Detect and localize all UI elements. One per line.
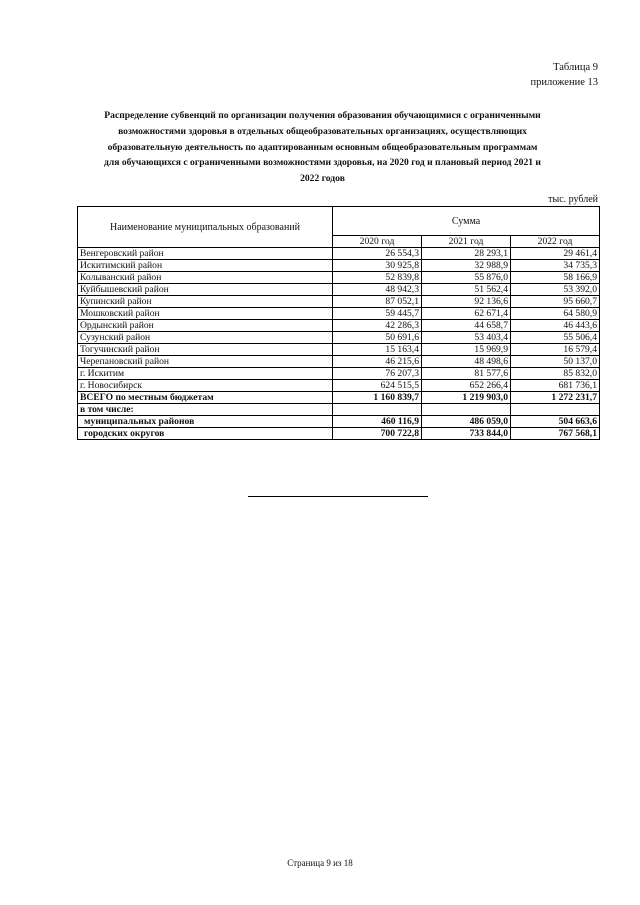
value-2021: 51 562,4 [422,284,511,296]
value-2021: 62 671,4 [422,308,511,320]
table-row [78,320,600,332]
value-2022: 46 443,6 [511,320,600,332]
title-line: образовательную деятельность по адаптированным основным общеобразовательным программам [107,141,538,153]
table-row [78,356,600,368]
value-2020: 48 942,3 [333,284,422,296]
row-name: г. Новосибирск [78,380,333,392]
page-footer: Страница 9 из 18 [287,858,353,868]
value-2020: 76 207,3 [333,368,422,380]
subtotal-row [78,428,600,440]
value-2022: 53 392,0 [511,284,600,296]
row-name: Черепановский район [78,356,333,368]
value-2022: 95 660,7 [511,296,600,308]
table-row [78,260,600,272]
including-row [78,404,600,416]
value-2021: 53 403,4 [422,332,511,344]
year-header: 2022 год [511,236,600,248]
row-name: Мошковский район [78,308,333,320]
document-title [80,108,565,187]
value-2021: 92 136,6 [422,296,511,308]
total-label: ВСЕГО по местным бюджетам [78,392,333,404]
year-header: 2021 год [422,236,511,248]
table-row [78,284,600,296]
table-row [78,380,600,392]
subtotal-row [78,416,600,428]
subtotal-2020: 460 116,9 [333,416,422,428]
value-2022: 58 166,9 [511,272,600,284]
row-name: Искитимский район [78,260,333,272]
table-row [78,332,600,344]
value-2020: 30 925,8 [333,260,422,272]
table-row [78,344,600,356]
subtotal-2022: 504 663,6 [511,416,600,428]
value-2022: 681 736,1 [511,380,600,392]
row-name: г. Искитим [78,368,333,380]
title-line: Распределение субвенций по организации получения образования обучающимися с ограниченными [104,110,541,121]
including-label: в том числе: [78,404,333,416]
value-2021: 28 293,1 [422,248,511,260]
subtotal-2021: 486 059,0 [422,416,511,428]
table-number: Таблица 9 [553,62,598,73]
table-row [78,248,600,260]
value-2020: 52 839,8 [333,272,422,284]
value-2020: 87 052,1 [333,296,422,308]
value-2022: 16 579,4 [511,344,600,356]
subtotal-2022: 767 568,1 [511,428,600,440]
value-2020: 59 445,7 [333,308,422,320]
units-label: тыс. рублей [548,194,598,205]
column-header-sum: Сумма [333,207,600,236]
total-2021: 1 219 903,0 [422,392,511,404]
value-2020: 624 515,5 [333,380,422,392]
table-row [78,368,600,380]
value-2021: 15 969,9 [422,344,511,356]
column-header-name: Наименование муниципальных образований [78,207,333,248]
separator-line [248,496,428,497]
table-row [78,272,600,284]
value-2020: 42 286,3 [333,320,422,332]
value-2020: 15 163,4 [333,344,422,356]
year-header: 2020 год [333,236,422,248]
subsidy-table [77,206,600,440]
appendix-label: приложение 13 [530,77,598,88]
row-name: Венгеровский район [78,248,333,260]
row-name: Тогучинский район [78,344,333,356]
value-2021: 44 658,7 [422,320,511,332]
subtotal-2020: 700 722,8 [333,428,422,440]
subtotal-label: муниципальных районов [78,416,333,428]
row-name: Ордынский район [78,320,333,332]
value-2021: 81 577,6 [422,368,511,380]
value-2021: 48 498,6 [422,356,511,368]
value-2020: 26 554,3 [333,248,422,260]
total-2022: 1 272 231,7 [511,392,600,404]
total-2020: 1 160 839,7 [333,392,422,404]
value-2021: 32 988,9 [422,260,511,272]
row-name: Купинский район [78,296,333,308]
value-2022: 55 506,4 [511,332,600,344]
value-2022: 34 735,3 [511,260,600,272]
title-line: 2022 годов [300,173,345,185]
value-2021: 55 876,0 [422,272,511,284]
subtotal-label: городских округов [78,428,333,440]
value-2022: 85 832,0 [511,368,600,380]
row-name: Куйбышевский район [78,284,333,296]
row-name: Колыванский район [78,272,333,284]
value-2021: 652 266,4 [422,380,511,392]
subtotal-2021: 733 844,0 [422,428,511,440]
value-2020: 46 215,6 [333,356,422,368]
total-row [78,392,600,404]
title-line: возможностями здоровья в отдельных общеобразовательных организациях, осуществляющих [118,125,527,137]
value-2022: 64 580,9 [511,308,600,320]
row-name: Сузунский район [78,332,333,344]
table-row [78,308,600,320]
value-2020: 50 691,6 [333,332,422,344]
value-2022: 29 461,4 [511,248,600,260]
value-2022: 50 137,0 [511,356,600,368]
title-line: для обучающихся с ограниченными возможностями здоровья, на 2020 год и плановый период 2021 и [104,157,541,169]
table-row [78,296,600,308]
